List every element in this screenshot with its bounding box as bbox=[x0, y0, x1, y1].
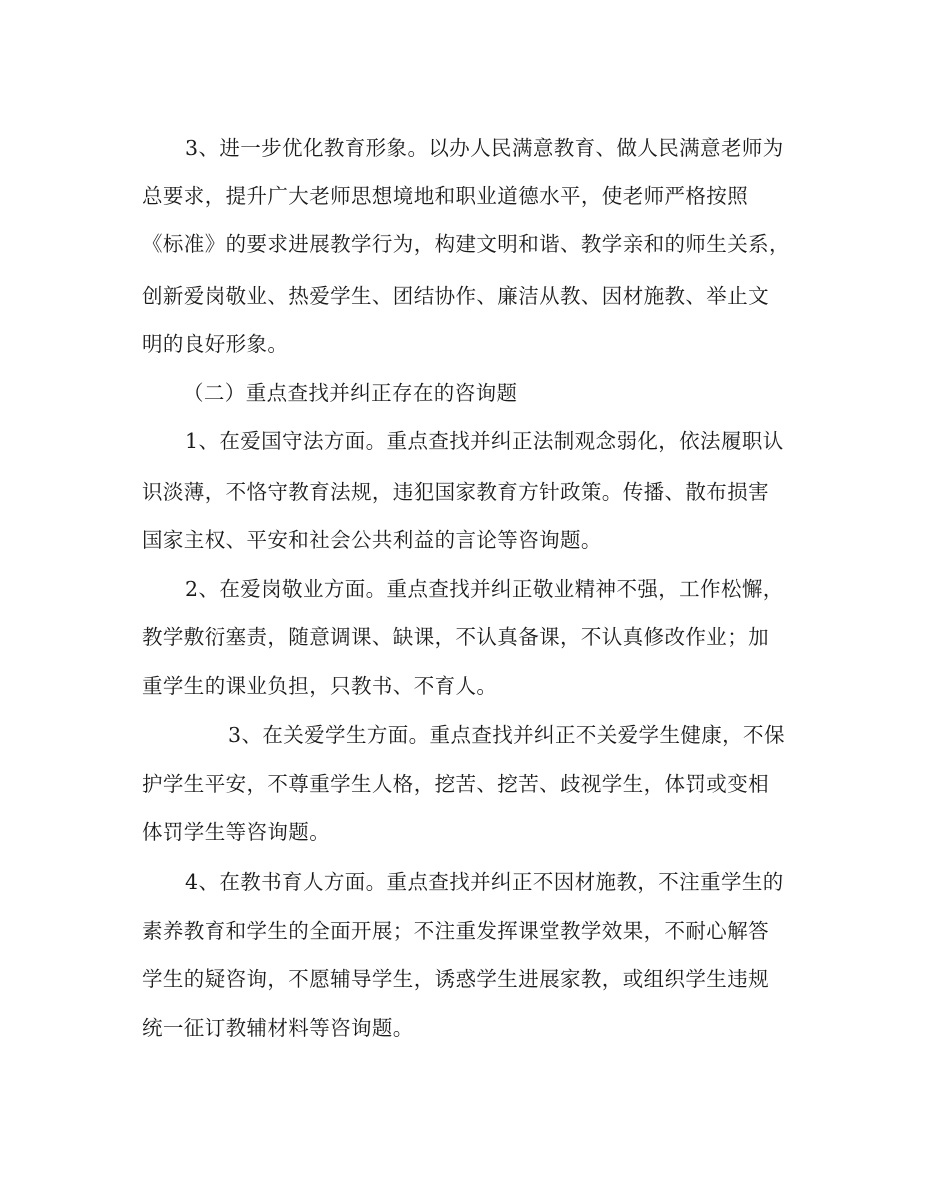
section-heading: （二）重点查找并纠正存在的咨询题 bbox=[183, 381, 518, 405]
paragraph-line: 统一征订教辅材料等咨询题。 bbox=[142, 1016, 414, 1040]
paragraph-line: 总要求，提升广大老师思想境地和职业道德水平，使老师严格按照 bbox=[142, 184, 749, 208]
paragraph-line: 护学生平安，不尊重学生人格，挖苦、挖苦、歧视学生，体罚或变相 bbox=[142, 772, 769, 796]
paragraph-line: 素养教育和学生的全面开展；不注重发挥课堂教学效果，不耐心解答 bbox=[142, 919, 769, 943]
paragraph-line: 识淡薄，不恪守教育法规，违犯国家教育方针政策。传播、散布损害 bbox=[142, 480, 769, 504]
paragraph-line: 学生的疑咨询，不愿辅导学生，诱惑学生进展家教，或组织学生违规 bbox=[142, 967, 769, 991]
paragraph-line: 《标准》的要求进展教学行为，构建文明和谐、教学亲和的师生关系， bbox=[142, 232, 790, 256]
paragraph-line: 重学生的课业负担，只教书、不育人。 bbox=[142, 674, 498, 698]
paragraph-line: 1、在爱国守法方面。重点查找并纠正法制观念弱化，依法履职认 bbox=[185, 429, 784, 453]
paragraph-line: 创新爱岗敬业、热爱学生、团结协作、廉洁从教、因材施教、举止文 bbox=[142, 284, 769, 308]
paragraph-line: 3、进一步优化教育形象。以办人民满意教育、做人民满意老师为 bbox=[185, 136, 784, 160]
paragraph-line: 2、在爱岗敬业方面。重点查找并纠正敬业精神不强，工作松懈， bbox=[185, 577, 784, 601]
paragraph-line: 教学敷衍塞责，随意调课、缺课，不认真备课，不认真修改作业；加 bbox=[142, 625, 769, 649]
paragraph-line: 国家主权、平安和社会公共利益的言论等咨询题。 bbox=[142, 528, 602, 552]
paragraph-line: 明的良好形象。 bbox=[142, 332, 289, 356]
paragraph-line: 3、在关爱学生方面。重点查找并纠正不关爱学生健康，不保 bbox=[228, 723, 785, 747]
paragraph-line: 体罚学生等咨询题。 bbox=[142, 820, 331, 844]
paragraph-line: 4、在教书育人方面。重点查找并纠正不因材施教，不注重学生的 bbox=[185, 870, 784, 894]
